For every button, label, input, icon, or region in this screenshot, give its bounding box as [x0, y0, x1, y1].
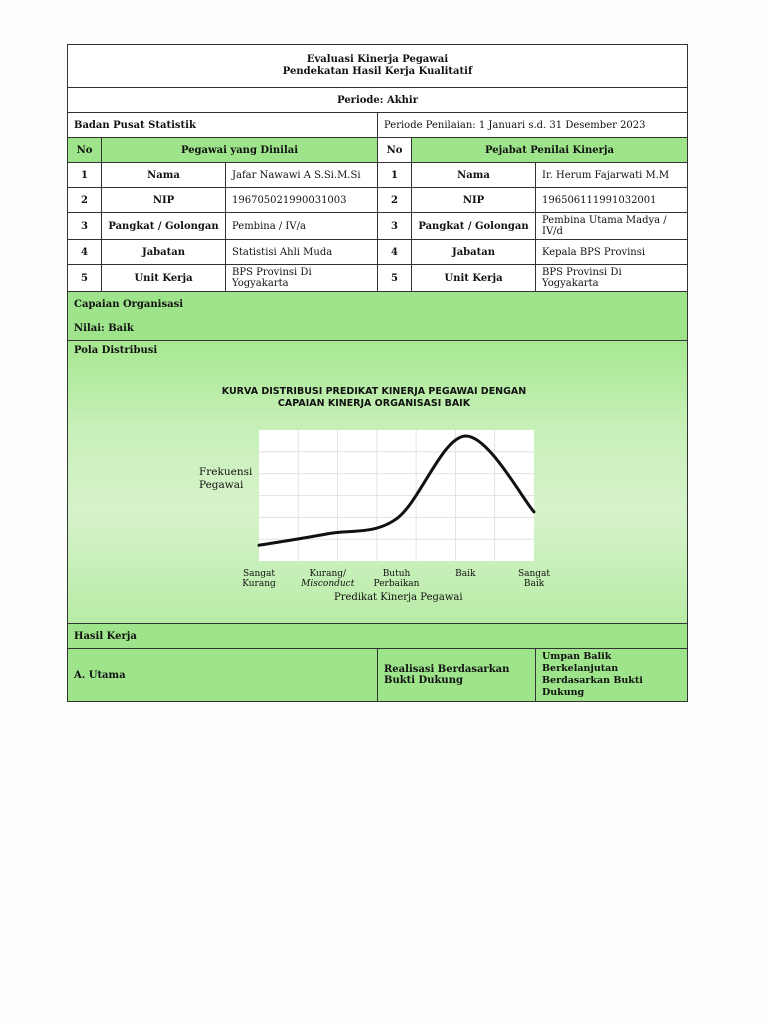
- table-row: [68, 163, 688, 188]
- table-row: [68, 188, 688, 213]
- x-tick-label: [362, 569, 432, 589]
- x-tick-label: [224, 569, 294, 589]
- assessor-row-no: 1: [378, 163, 412, 188]
- pola-label: Pola Distribusi: [74, 345, 158, 356]
- assessor-row-label: Pangkat / Golongan: [412, 213, 536, 240]
- x-tick-label-line2: Baik: [523, 579, 545, 589]
- employee-row-no: 5: [68, 265, 102, 292]
- assessor-row-value: Ir. Herum Fajarwati M.M: [536, 163, 688, 188]
- assessor-row-label: NIP: [412, 188, 536, 213]
- assessor-row-value: Pembina Utama Madya / IV/d: [536, 213, 688, 240]
- col-assessor-header: Pejabat Penilai Kinerja: [412, 138, 688, 163]
- form-table: [67, 44, 688, 702]
- x-tick-label-line2: Misconduct: [301, 579, 355, 589]
- table-row: [68, 213, 688, 240]
- x-tick-label-line1: Kurang/: [309, 569, 347, 579]
- evaluation-form: [67, 44, 687, 702]
- chart-title-line1: KURVA DISTRIBUSI PREDIKAT KINERJA PEGAWAI DENGAN: [221, 386, 527, 397]
- assessor-row-no: 2: [378, 188, 412, 213]
- employee-row-no: 1: [68, 163, 102, 188]
- form-subtitle: Pendekatan Hasil Kerja Kualitatif: [282, 66, 473, 77]
- employee-row-no: 3: [68, 213, 102, 240]
- employee-row-label: Nama: [102, 163, 226, 188]
- employee-row-no: 4: [68, 240, 102, 265]
- employee-row-label: Jabatan: [102, 240, 226, 265]
- col-no-assessor: No: [378, 138, 412, 163]
- assessor-row-label: Unit Kerja: [412, 265, 536, 292]
- assessor-row-no: 3: [378, 213, 412, 240]
- umpan-balik-line1: Umpan Balik Berkelanjutan: [542, 651, 619, 674]
- x-tick-label: [430, 569, 500, 579]
- assessment-period: Periode Penilaian: 1 Januari s.d. 31 Desember 2023: [378, 113, 688, 138]
- assessor-row-value: BPS Provinsi Di Yogyakarta: [536, 265, 688, 292]
- y-axis-label-line1: Frekuensi: [199, 466, 253, 478]
- organization-name: Badan Pusat Statistik: [68, 113, 378, 138]
- assessor-row-no: 5: [378, 265, 412, 292]
- col-employee-header: Pegawai yang Dinilai: [102, 138, 378, 163]
- x-tick-label-line1: Sangat: [517, 569, 551, 579]
- pola-distribusi-cell: [68, 341, 688, 624]
- hasil-kerja-label: Hasil Kerja: [68, 624, 688, 649]
- capaian-value: Nilai: Baik: [68, 316, 688, 341]
- y-axis-label-line2: Pegawai: [199, 479, 244, 491]
- capaian-label: Capaian Organisasi: [68, 292, 688, 317]
- assessor-row-label: Jabatan: [412, 240, 536, 265]
- assessor-row-label: Nama: [412, 163, 536, 188]
- employee-row-value: Jafar Nawawi A S.Si.M.Si: [226, 163, 378, 188]
- assessor-row-value: Kepala BPS Provinsi: [536, 240, 688, 265]
- x-tick-label: [293, 569, 363, 589]
- x-axis-label: Predikat Kinerja Pegawai: [334, 592, 463, 603]
- employee-row-label: NIP: [102, 188, 226, 213]
- employee-row-value: Pembina / IV/a: [226, 213, 378, 240]
- assessor-row-value: 196506111991032001: [536, 188, 688, 213]
- distribution-chart: [74, 356, 674, 621]
- umpan-balik-label: [536, 649, 688, 702]
- period-label: Periode: Akhir: [68, 88, 688, 113]
- x-tick-label-line2: Perbaikan: [373, 579, 420, 589]
- employee-row-label: Pangkat / Golongan: [102, 213, 226, 240]
- x-tick-label-line2: Kurang: [242, 579, 276, 589]
- x-tick-label-line1: Butuh: [382, 569, 411, 579]
- employee-row-value: Statistisi Ahli Muda: [226, 240, 378, 265]
- x-tick-label-line1: Baik: [455, 569, 476, 579]
- employee-row-no: 2: [68, 188, 102, 213]
- utama-label: A. Utama: [68, 649, 378, 702]
- assessor-row-no: 4: [378, 240, 412, 265]
- chart-title-line2: CAPAIAN KINERJA ORGANISASI BAIK: [277, 398, 471, 409]
- employee-row-label: Unit Kerja: [102, 265, 226, 292]
- form-title: Evaluasi Kinerja Pegawai: [306, 54, 449, 65]
- realisasi-label: Realisasi Berdasarkan Bukti Dukung: [378, 649, 536, 702]
- table-row: [68, 265, 688, 292]
- form-title-cell: [68, 45, 688, 88]
- employee-row-value: 196705021990031003: [226, 188, 378, 213]
- x-tick-label: [499, 569, 569, 589]
- table-row: [68, 240, 688, 265]
- col-no-employee: No: [68, 138, 102, 163]
- umpan-balik-line2: Berdasarkan Bukti Dukung: [542, 675, 643, 698]
- x-tick-label-line1: Sangat: [242, 569, 276, 579]
- employee-row-value: BPS Provinsi Di Yogyakarta: [226, 265, 378, 292]
